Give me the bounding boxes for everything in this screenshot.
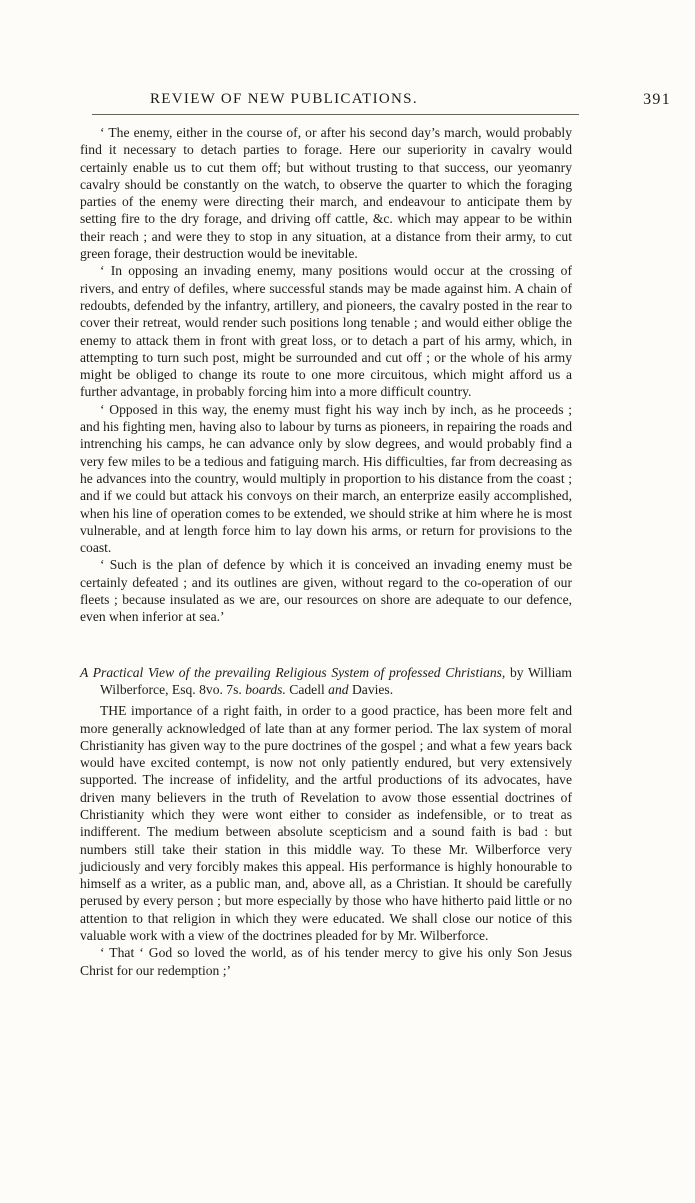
review-binding: boards. bbox=[245, 681, 286, 697]
quote-paragraph-2: ‘ In opposing an invading enemy, many positions would occur at the crossing of rivers, and entry of defiles, where successful stands may be made against him. A chain of redoubts, defended by the infantry, artillery, and pioneers, the cavalry posted in the rear to cover their retreat, would render such positions long tenable ; and would either oblige the enemy to attack them in front with great loss, or to detach a part of his army, which, in attempting to turn such post, might be surrounded and cut off ; or the whole of his army might be obliged to change its route to one more circuitous, which might afford us a further advantage, in probably forcing him into a more difficult country. bbox=[80, 263, 572, 400]
text-column bbox=[80, 124, 572, 979]
review-author-details: by William Wilberforce, Esq. 8vo. 7s. bbox=[100, 664, 572, 697]
quote-paragraph-1: ‘ The enemy, either in the course of, or after his second day’s march, would probably find it necessary to detach parties to forage. Here our superiority in cavalry would certainly enable us to cut them off; but without trusting to that success, our yeomanry cavalry should be constantly on the watch, to observe the quarter to which the foraging parties of the enemy were directing their march, and endeavour to anticipate them by setting fire to the dry forage, and driving off cattle, &c. which may appear to be within their reach ; and were they to stop in any situation, at a distance from their army, to cut green forage, their destruction would be inevitable. bbox=[80, 125, 572, 262]
review-paragraph-1: THE importance of a right faith, in order to a good practice, has been more felt and more generally acknowledged of late than at any former period. The lax system of moral Christianity has given way to the pure doctrines of the gospel ; and what a few years back would have excited contempt, is now not only patiently endured, but very extensively supported. The increase of infidelity, and the artful productions of its advocates, have driven many believers in the truth of Revelation to avow those essential doctrines of Christianity which they were wont either to consider as indefensible, or to treat as indifferent. The medium between absolute scepticism and a sound faith is bad : but numbers still take their station in this middle way. To these Mr. Wilberforce very judiciously and very forcibly makes this appeal. His performance is highly honourable to himself as a writer, as a public man, and, above all, as a Christian. It should be carefully perused by every person ; but more especially by those who have hitherto paid little or no attention to that religion in which they were educated. We shall close our notice of this valuable work with a view of the doctrines pleaded for by Mr. Wilberforce. bbox=[80, 703, 572, 944]
review-publisher-a: Cadell bbox=[289, 681, 325, 697]
review-work-title: A Practical View of the prevailing Religious System of professed Christians, bbox=[80, 664, 506, 680]
header-rule bbox=[92, 114, 579, 115]
section-gap bbox=[80, 626, 572, 664]
review-publisher-and: and bbox=[328, 681, 349, 697]
review-body bbox=[80, 702, 572, 979]
page-number: 391 bbox=[643, 91, 671, 108]
review-paragraph-2: ‘ That ‘ God so loved the world, as of his tender mercy to give his only Son Jesus Christ for our redemption ;’ bbox=[80, 945, 572, 978]
running-title: REVIEW OF NEW PUBLICATIONS. bbox=[150, 91, 418, 107]
review-publisher-b: Davies. bbox=[351, 681, 394, 697]
running-head bbox=[150, 91, 671, 113]
quote-paragraph-3: ‘ Opposed in this way, the enemy must fight his way inch by inch, as he proceeds ; and his fighting men, having also to labour by turns as pioneers, in repairing the roads and intrenching his camps, he can advance only by slow degrees, and would probably find a very few miles to be a tedious and fatiguing march. His difficulties, far from decreasing as he advances into the country, would multiply in proportion to his distance from the coast ; and if we could but attack his convoys on their march, an enterprize easily accomplished, when his line of operation comes to be extended, we should strike at him where he is most vulnerable, and at length force him to lay down his arms, or return for provisions to the coast. bbox=[80, 401, 572, 556]
quoted-extract bbox=[80, 124, 572, 626]
review-heading bbox=[80, 664, 572, 699]
quote-paragraph-4: ‘ Such is the plan of defence by which it is conceived an invading enemy must be certainly defeated ; and its outlines are given, without regard to the co-operation of our fleets ; because insulated as we are, our resources on shore are adequate to our defence, even when inferior at sea.’ bbox=[80, 557, 572, 625]
